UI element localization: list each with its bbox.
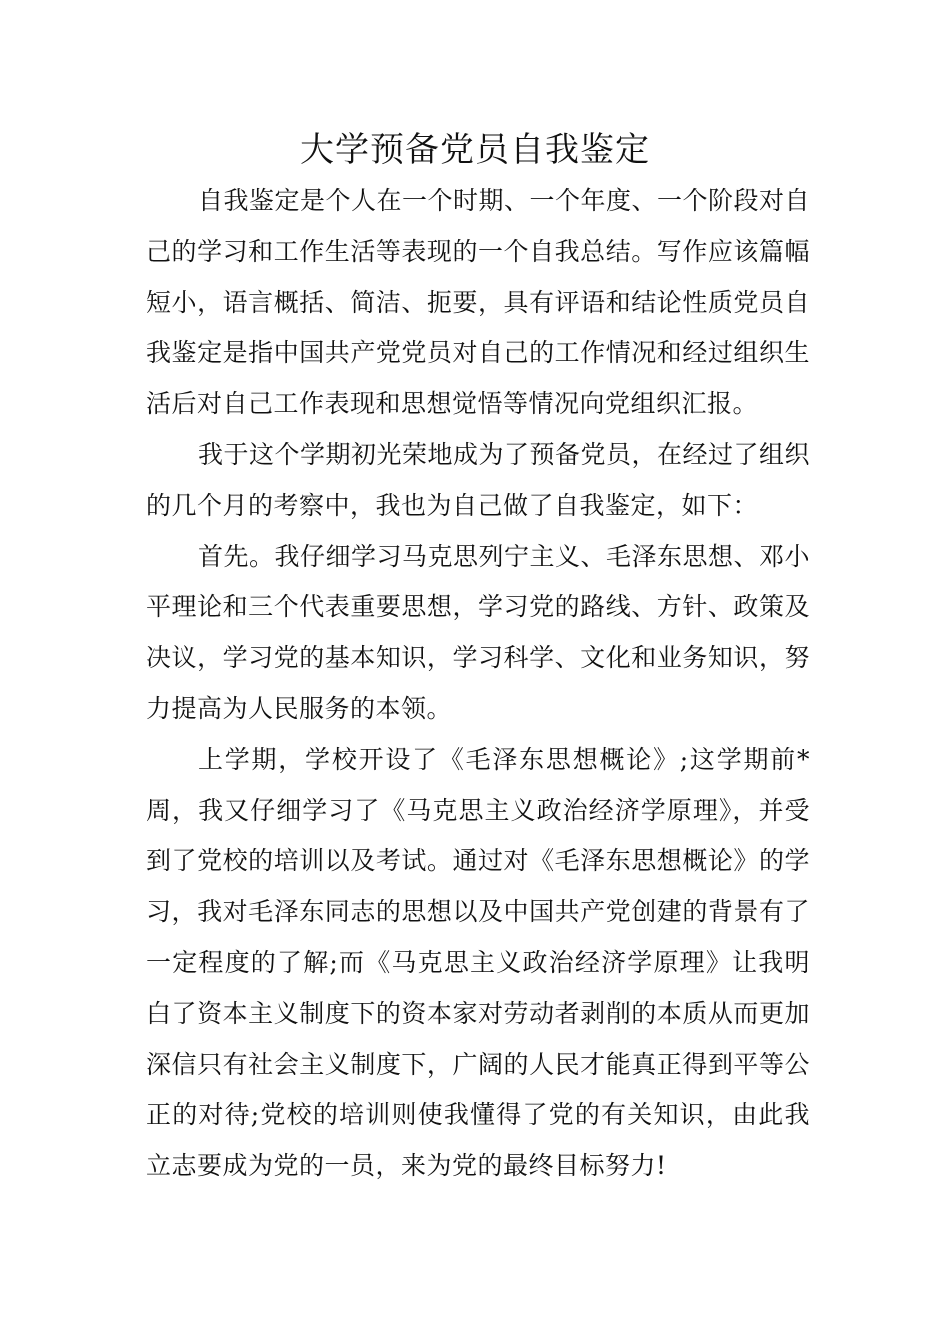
paragraph-study: 首先。我仔细学习马克思列宁主义、毛泽东思想、邓小平理论和三个代表重要思想，学习党的路线、方针、政策及决议，学习党的基本知识，学习科学、文化和业务知识，努力提高为人民服务的本领。 [146,541,811,723]
paragraph-courses: 上学期，学校开设了《毛泽东思想概论》;这学期前*周，我又仔细学习了《马克思主义政治经济学原理》，并受到了党校的培训以及考试。通过对《毛泽东思想概论》的学习，我对毛泽东同志的思想以及中国共产党创建的背景有了一定程度的了解;而《马克思主义政治经济学原理》让我明白了资本主义制度下的资本家对劳动者剥削的本质从而更加深信只有社会主义制度下，广阔的人民才能真正得到平等公正的对待;党校的培训则使我懂得了党的有关知识，由此我立志要成为党的一员，来为党的最终目标努力! [146,744,810,1181]
document-body [146,176,810,1192]
paragraph-intro: 我于这个学期初光荣地成为了预备党员，在经过了组织的几个月的考察中，我也为自己做了自我鉴定，如下： [146,439,811,520]
paragraph-definition: 自我鉴定是个人在一个时期、一个年度、一个阶段对自己的学习和工作生活等表现的一个自我总结。写作应该篇幅短小，语言概括、简洁、扼要，具有评语和结论性质党员自我鉴定是指中国共产党党员对自己的工作情况和经过组织生活后对自己工作表现和思想觉悟等情况向党组织汇报。 [146,186,811,419]
document-title: 大学预备党员自我鉴定 [300,130,650,170]
